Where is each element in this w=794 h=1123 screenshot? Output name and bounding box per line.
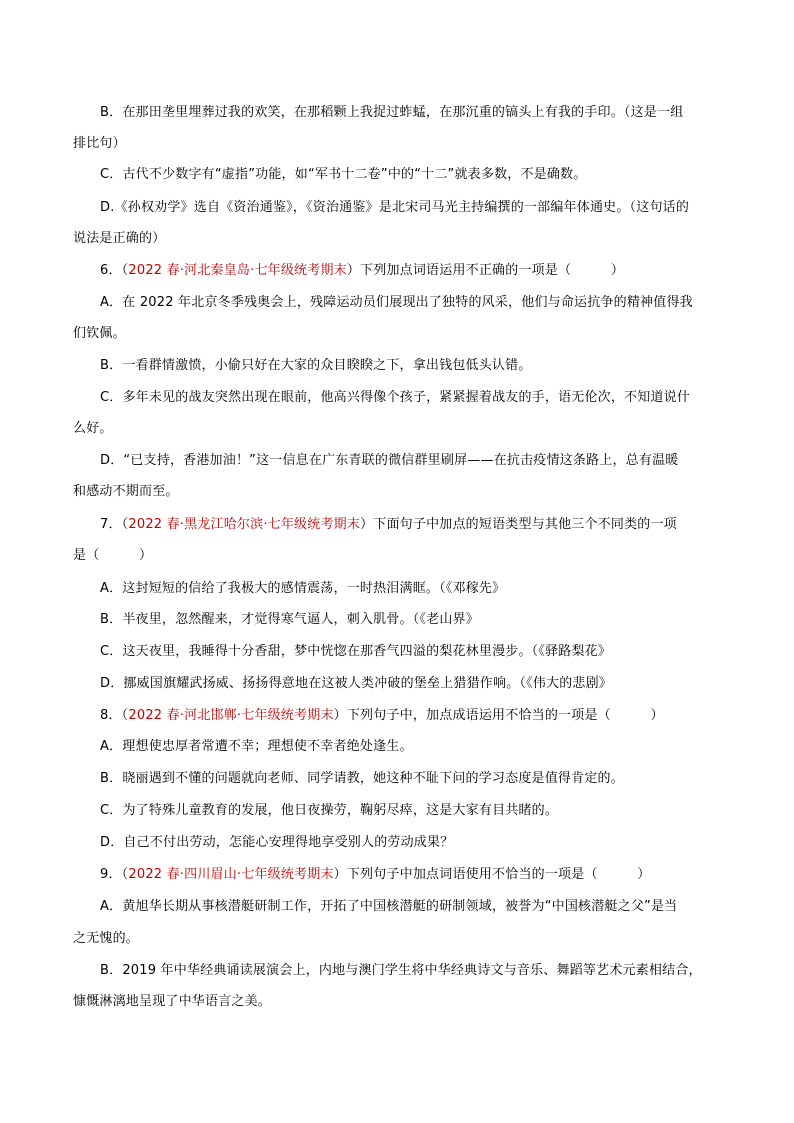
question-source: 2022 春·四川眉山·七年级统考期末 bbox=[128, 867, 334, 882]
option-line: C．多年未见的战友突然出现在眼前，他高兴得像个孩子，紧紧握着战友的手，语无伦次，不知道说什 bbox=[100, 390, 691, 405]
question-number: 9．（ bbox=[100, 867, 129, 882]
option-line: 么好。 bbox=[73, 421, 113, 436]
question-number: 7．（ bbox=[100, 517, 129, 532]
question-stem: ）下列句子中，加点成语运用不恰当的一项是（ ） bbox=[333, 708, 664, 723]
question-stem: ）下列加点词语运用不正确的一项是（ ） bbox=[346, 263, 625, 278]
option-line: A．理想使忠厚者常遭不幸；理想使不幸者绝处逢生。 bbox=[100, 739, 413, 754]
option-line: D．自己不付出劳动，怎能心安理得地享受别人的劳动成果？ bbox=[100, 835, 454, 850]
option-line: C．为了特殊儿童教育的发展，他日夜操劳，鞠躬尽瘁，这是大家有目共睹的。 bbox=[100, 803, 559, 818]
option-line: 们钦佩。 bbox=[73, 326, 126, 341]
question-stem: ）下列句子中加点词语使用不恰当的一项是（ ） bbox=[333, 867, 651, 882]
option-line: A．在 2022 年北京冬季残奥会上，残障运动员们展现出了独特的风采，他们与命运抗争的精神值得我 bbox=[100, 295, 693, 310]
option-line: B．在那田垄里埋葬过我的欢笑，在那稻颗上我捉过蚱蜢，在那沉重的镐头上有我的手印。（这是一组 bbox=[100, 105, 684, 120]
option-line: 之无愧的。 bbox=[73, 931, 140, 946]
question-source: 2022 春·河北邯郸·七年级统考期末 bbox=[128, 708, 334, 723]
option-line: A．这封短短的信给了我极大的感情震荡，一时热泪满眶。（《邓稼先》 bbox=[100, 581, 506, 596]
option-line: A．黄旭华长期从事核潜艇研制工作，开拓了中国核潜艇的研制领域，被誉为“中国核潜艇之父”是当 bbox=[100, 899, 678, 914]
question-stem-continued: 是（ ） bbox=[73, 548, 153, 563]
question-number: 8．（ bbox=[100, 708, 129, 723]
question-9 bbox=[100, 866, 720, 883]
option-line: 慷慨淋漓地呈现了中华语言之美。 bbox=[73, 994, 272, 1009]
question-source: 2022 春·河北秦皇岛·七年级统考期末 bbox=[128, 263, 347, 278]
question-6 bbox=[100, 262, 720, 279]
option-line: 说法是正确的） bbox=[73, 231, 166, 246]
option-line: B．晓丽遇到不懂的问题就向老师、同学请教，她这种不耻下问的学习态度是值得肯定的。 bbox=[100, 771, 624, 786]
option-line: B．一看群情激愤，小偷只好在大家的众目睽睽之下，拿出钱包低头认错。 bbox=[100, 358, 532, 373]
question-number: 6．（ bbox=[100, 263, 129, 278]
question-stem: ）下面句子中加点的短语类型与其他三个不同类的一项 bbox=[360, 517, 677, 532]
option-line: D．“已支持，香港加油！”这一信息在广东青联的微信群里刷屏——在抗击疫情这条路上，总有温暖 bbox=[100, 453, 679, 468]
option-line: C．古代不少数字有“虚指”功能，如“军书十二卷”中的“十二”就表多数，不是确数。 bbox=[100, 167, 587, 182]
question-7 bbox=[100, 516, 720, 533]
option-line: D．挪威国旗耀武扬威、扬扬得意地在这被人类冲破的堡垒上猎猎作响。（《伟大的悲剧》 bbox=[100, 676, 613, 691]
option-line: B．半夜里，忽然醒来，才觉得寒气逼人，刺入肌骨。（《老山界》 bbox=[100, 612, 479, 627]
option-line: 和感动不期而至。 bbox=[73, 484, 179, 499]
option-line: B．2019 年中华经典诵读展演会上，内地与澳门学生将中华经典诗文与音乐、舞蹈等艺术元素相结合， bbox=[100, 963, 702, 978]
option-line: C．这天夜里，我睡得十分香甜，梦中恍惚在那香气四溢的梨花林里漫步。（《驿路梨花》 bbox=[100, 644, 612, 659]
option-line: D.《孙权劝学》选自《资治通鉴》，《资治通鉴》是北宋司马光主持编撰的一部编年体通史。（这句话的 bbox=[100, 200, 690, 215]
question-8 bbox=[100, 707, 720, 724]
option-line: 排比句） bbox=[73, 136, 126, 151]
question-source: 2022 春·黑龙江哈尔滨·七年级统考期末 bbox=[128, 517, 361, 532]
